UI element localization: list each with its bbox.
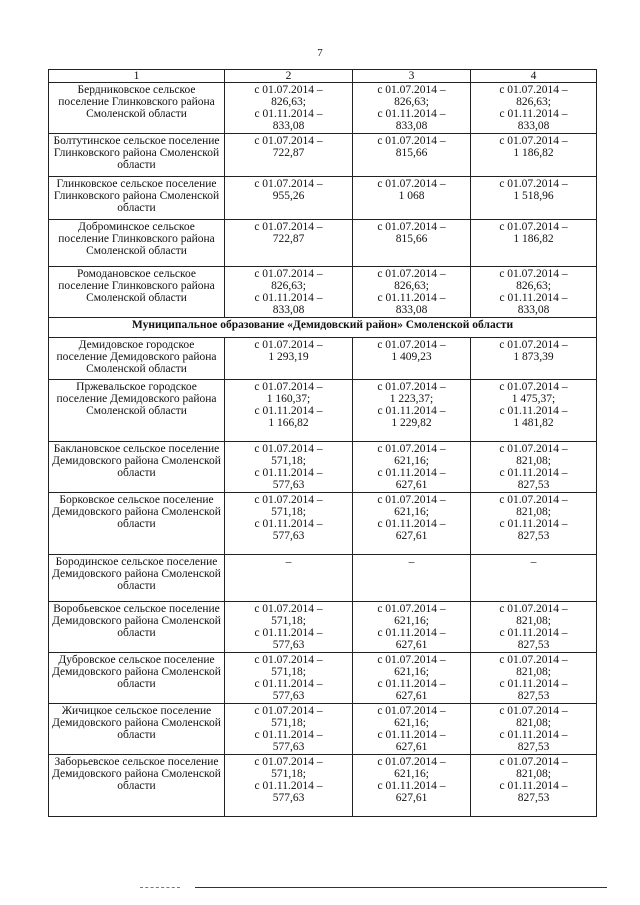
tariff-line: с 01.07.2014 – (254, 654, 323, 666)
tariff-line: с 01.11.2014 – (499, 405, 568, 417)
tariff-line: с 01.07.2014 – (377, 381, 446, 393)
tariff-line: 577,63 (272, 690, 305, 702)
settlement-name: Борковское сельское поселение Демидовского района Смоленской области (49, 493, 225, 555)
table-row (49, 555, 597, 602)
tariff-cell-c2 (225, 755, 353, 817)
tariff-line: с 01.07.2014 – (377, 178, 446, 190)
settlement-name: Глинковское сельское поселение Глинковского района Смоленской области (49, 177, 225, 220)
tariff-line: 826,63; (394, 96, 429, 108)
tariff-line: с 01.11.2014 – (254, 405, 323, 417)
tariff-line: с 01.07.2014 – (499, 756, 568, 768)
tariff-line: 577,63 (272, 792, 305, 804)
tariff-cell-c3 (353, 380, 471, 442)
table-row (49, 602, 597, 653)
tariff-line: с 01.11.2014 – (377, 678, 446, 690)
tariff-cell-c4 (471, 704, 597, 755)
settlement-name: Пржевальское городское поселение Демидовского района Смоленской области (49, 380, 225, 442)
tariff-line: 571,18; (271, 455, 306, 467)
tariff-line: с 01.11.2014 – (377, 780, 446, 792)
tariff-cell-c3 (353, 220, 471, 267)
tariff-line: с 01.07.2014 – (499, 339, 568, 351)
tariff-line: с 01.07.2014 – (377, 268, 446, 280)
tariff-table (48, 69, 597, 817)
tariff-line: 833,08 (272, 120, 305, 132)
tariff-line: 571,18; (271, 768, 306, 780)
table-row (49, 83, 597, 134)
tariff-line: 1 409,23 (391, 351, 432, 363)
tariff-line: с 01.11.2014 – (499, 729, 568, 741)
tariff-cell-c2 (225, 442, 353, 493)
tariff-line: 826,63; (516, 96, 551, 108)
tariff-line: 621,16; (394, 666, 429, 678)
tariff-line: 1 475,37; (511, 393, 556, 405)
tariff-line: с 01.11.2014 – (377, 729, 446, 741)
tariff-line: с 01.07.2014 – (377, 756, 446, 768)
settlement-name: Воробьевское сельское поселение Демидовского района Смоленской области (49, 602, 225, 653)
tariff-line: 827,53 (517, 530, 550, 542)
table-row (49, 220, 597, 267)
column-header: 4 (471, 70, 597, 83)
tariff-line: 627,61 (395, 530, 428, 542)
tariff-line: 722,87 (272, 233, 305, 245)
table-row (49, 755, 597, 817)
tariff-line: 833,08 (395, 120, 428, 132)
table-row (49, 380, 597, 442)
tariff-line: 821,08; (516, 455, 551, 467)
tariff-line: с 01.07.2014 – (254, 756, 323, 768)
tariff-line: с 01.07.2014 – (254, 221, 323, 233)
tariff-line: с 01.11.2014 – (254, 292, 323, 304)
tariff-line: 722,87 (272, 147, 305, 159)
tariff-line: с 01.07.2014 – (499, 705, 568, 717)
tariff-line: с 01.11.2014 – (499, 780, 568, 792)
tariff-line: с 01.07.2014 – (499, 221, 568, 233)
tariff-line: с 01.07.2014 – (499, 494, 568, 506)
table-row (49, 338, 597, 380)
tariff-line: с 01.07.2014 – (499, 603, 568, 615)
section-header-row (49, 318, 597, 338)
tariff-line: с 01.11.2014 – (254, 780, 323, 792)
tariff-line: с 01.11.2014 – (499, 108, 568, 120)
tariff-line: 826,63; (271, 280, 306, 292)
tariff-line: 621,16; (394, 717, 429, 729)
tariff-cell-c4 (471, 442, 597, 493)
table-row (49, 134, 597, 177)
tariff-line: 627,61 (395, 639, 428, 651)
tariff-line: с 01.07.2014 – (377, 443, 446, 455)
tariff-cell-c2 (225, 83, 353, 134)
tariff-cell-c3 (353, 134, 471, 177)
tariff-line: с 01.11.2014 – (254, 108, 323, 120)
tariff-cell-c4 (471, 755, 597, 817)
tariff-cell-c2 (225, 493, 353, 555)
tariff-line: 955,26 (272, 190, 305, 202)
tariff-line: 821,08; (516, 717, 551, 729)
tariff-line: 577,63 (272, 639, 305, 651)
tariff-cell-c3 (353, 704, 471, 755)
tariff-line: с 01.07.2014 – (254, 135, 323, 147)
tariff-line: с 01.07.2014 – (499, 268, 568, 280)
tariff-line: 621,16; (394, 455, 429, 467)
table-header-row (49, 70, 597, 83)
tariff-cell-c2 (225, 134, 353, 177)
tariff-line: с 01.07.2014 – (254, 494, 323, 506)
column-header: 1 (49, 70, 225, 83)
settlement-name: Баклановское сельское поселение Демидовского района Смоленской области (49, 442, 225, 493)
tariff-cell-c3 (353, 338, 471, 380)
tariff-cell-c3 (353, 83, 471, 134)
tariff-cell-c4 (471, 555, 597, 602)
tariff-line: 621,16; (394, 506, 429, 518)
tariff-line: с 01.07.2014 – (377, 603, 446, 615)
tariff-line: 627,61 (395, 479, 428, 491)
tariff-line: 1 223,37; (389, 393, 434, 405)
tariff-line: с 01.07.2014 – (377, 654, 446, 666)
tariff-cell-c4 (471, 602, 597, 653)
tariff-line: 821,08; (516, 666, 551, 678)
tariff-line: с 01.11.2014 – (499, 467, 568, 479)
table-row (49, 177, 597, 220)
tariff-line: 821,08; (516, 506, 551, 518)
tariff-cell-c2 (225, 220, 353, 267)
settlement-name: Демидовское городское поселение Демидовского района Смоленской области (49, 338, 225, 380)
tariff-line: 833,08 (395, 304, 428, 316)
table-row (49, 493, 597, 555)
tariff-line: с 01.07.2014 – (254, 443, 323, 455)
page-number: 7 (317, 47, 323, 59)
tariff-cell-c2 (225, 267, 353, 318)
tariff-line: 577,63 (272, 530, 305, 542)
tariff-line: с 01.07.2014 – (377, 84, 446, 96)
tariff-cell-c2 (225, 653, 353, 704)
tariff-line: с 01.11.2014 – (254, 678, 323, 690)
table-body (49, 83, 597, 817)
tariff-cell-c4 (471, 177, 597, 220)
tariff-line: 826,63; (516, 280, 551, 292)
tariff-line: с 01.07.2014 – (254, 339, 323, 351)
tariff-cell-c2 (225, 338, 353, 380)
tariff-line: с 01.11.2014 – (377, 467, 446, 479)
table-row (49, 704, 597, 755)
tariff-line: 827,53 (517, 741, 550, 753)
tariff-cell-c2 (225, 704, 353, 755)
column-header: 2 (225, 70, 353, 83)
tariff-cell-c3 (353, 442, 471, 493)
tariff-line: 1 166,82 (268, 417, 309, 429)
tariff-line: – (408, 556, 415, 568)
tariff-line: с 01.07.2014 – (499, 84, 568, 96)
settlement-name: Доброминское сельское поселение Глинковского района Смоленской области (49, 220, 225, 267)
tariff-line: 577,63 (272, 741, 305, 753)
tariff-line: 1 186,82 (513, 233, 554, 245)
tariff-line: с 01.11.2014 – (499, 292, 568, 304)
settlement-name: Заборьевское сельское поселение Демидовского района Смоленской области (49, 755, 225, 817)
tariff-line: 827,53 (517, 690, 550, 702)
tariff-cell-c3 (353, 653, 471, 704)
tariff-line: 571,18; (271, 506, 306, 518)
tariff-cell-c4 (471, 267, 597, 318)
tariff-line: с 01.07.2014 – (254, 268, 323, 280)
tariff-line: 621,16; (394, 768, 429, 780)
tariff-line: 833,08 (517, 304, 550, 316)
tariff-cell-c2 (225, 602, 353, 653)
tariff-line: 821,08; (516, 768, 551, 780)
tariff-cell-c4 (471, 493, 597, 555)
tariff-line: с 01.11.2014 – (499, 678, 568, 690)
tariff-line: 577,63 (272, 479, 305, 491)
tariff-cell-c3 (353, 555, 471, 602)
tariff-line: 1 518,96 (513, 190, 554, 202)
settlement-name: Бердниковское сельское поселение Глинковского района Смоленской области (49, 83, 225, 134)
settlement-name: Бородинское сельское поселение Демидовского района Смоленской области (49, 555, 225, 602)
settlement-name: Жичицкое сельское поселение Демидовского района Смоленской области (49, 704, 225, 755)
tariff-line: с 01.07.2014 – (377, 705, 446, 717)
tariff-line: 827,53 (517, 479, 550, 491)
tariff-cell-c3 (353, 177, 471, 220)
tariff-cell-c3 (353, 493, 471, 555)
settlement-name: Болтутинское сельское поселение Глинковского района Смоленской области (49, 134, 225, 177)
tariff-cell-c4 (471, 220, 597, 267)
tariff-cell-c2 (225, 555, 353, 602)
tariff-line: 833,08 (517, 120, 550, 132)
tariff-cell-c2 (225, 380, 353, 442)
tariff-line: 827,53 (517, 639, 550, 651)
tariff-cell-c4 (471, 380, 597, 442)
tariff-line: 1 873,39 (513, 351, 554, 363)
tariff-line: 826,63; (394, 280, 429, 292)
tariff-line: 571,18; (271, 615, 306, 627)
tariff-line: с 01.11.2014 – (377, 108, 446, 120)
tariff-cell-c3 (353, 267, 471, 318)
column-header: 3 (353, 70, 471, 83)
tariff-line: с 01.07.2014 – (377, 221, 446, 233)
tariff-line: 571,18; (271, 666, 306, 678)
tariff-line: с 01.07.2014 – (499, 654, 568, 666)
tariff-line: 1 293,19 (268, 351, 309, 363)
tariff-cell-c4 (471, 134, 597, 177)
tariff-line: с 01.07.2014 – (499, 135, 568, 147)
tariff-line: с 01.07.2014 – (377, 135, 446, 147)
tariff-line: с 01.07.2014 – (254, 705, 323, 717)
section-title: Муниципальное образование «Демидовский район» Смоленской области (49, 318, 597, 338)
tariff-cell-c3 (353, 755, 471, 817)
tariff-line: с 01.11.2014 – (499, 518, 568, 530)
tariff-line: 833,08 (272, 304, 305, 316)
tariff-cell-c4 (471, 83, 597, 134)
tariff-line: с 01.07.2014 – (377, 339, 446, 351)
tariff-line: с 01.07.2014 – (254, 84, 323, 96)
tariff-line: 627,61 (395, 792, 428, 804)
tariff-line: 1 229,82 (391, 417, 432, 429)
tariff-line: 1 481,82 (513, 417, 554, 429)
tariff-cell-c2 (225, 177, 353, 220)
tariff-line: 621,16; (394, 615, 429, 627)
tariff-line: с 01.07.2014 – (499, 178, 568, 190)
tariff-line: с 01.07.2014 – (254, 603, 323, 615)
tariff-line: 1 068 (398, 190, 425, 202)
tariff-line: с 01.11.2014 – (499, 627, 568, 639)
tariff-line: с 01.07.2014 – (377, 494, 446, 506)
tariff-line: 821,08; (516, 615, 551, 627)
tariff-line: с 01.11.2014 – (254, 467, 323, 479)
tariff-line: с 01.11.2014 – (377, 627, 446, 639)
tariff-line: с 01.11.2014 – (377, 405, 446, 417)
tariff-line: 827,53 (517, 792, 550, 804)
footer-dash (140, 887, 180, 888)
tariff-line: 826,63; (271, 96, 306, 108)
settlement-name: Ромодановское сельское поселение Глинковского района Смоленской области (49, 267, 225, 318)
tariff-line: с 01.11.2014 – (377, 518, 446, 530)
tariff-cell-c4 (471, 653, 597, 704)
tariff-line: с 01.07.2014 – (499, 381, 568, 393)
tariff-cell-c3 (353, 602, 471, 653)
tariff-line: – (285, 556, 292, 568)
table-row (49, 653, 597, 704)
tariff-line: 1 186,82 (513, 147, 554, 159)
table-row (49, 442, 597, 493)
tariff-line: с 01.11.2014 – (254, 518, 323, 530)
tariff-line: с 01.11.2014 – (377, 292, 446, 304)
tariff-cell-c4 (471, 338, 597, 380)
tariff-line: с 01.07.2014 – (499, 443, 568, 455)
tariff-line: 815,66 (395, 147, 428, 159)
tariff-line: с 01.11.2014 – (254, 729, 323, 741)
tariff-line: с 01.11.2014 – (254, 627, 323, 639)
tariff-line: 627,61 (395, 741, 428, 753)
tariff-line: 1 160,37; (266, 393, 311, 405)
settlement-name: Дубровское сельское поселение Демидовского района Смоленской области (49, 653, 225, 704)
tariff-line: с 01.07.2014 – (254, 381, 323, 393)
tariff-line: с 01.07.2014 – (254, 178, 323, 190)
tariff-line: – (530, 556, 537, 568)
table-row (49, 267, 597, 318)
tariff-line: 627,61 (395, 690, 428, 702)
tariff-line: 571,18; (271, 717, 306, 729)
tariff-line: 815,66 (395, 233, 428, 245)
footer-line (195, 887, 607, 888)
